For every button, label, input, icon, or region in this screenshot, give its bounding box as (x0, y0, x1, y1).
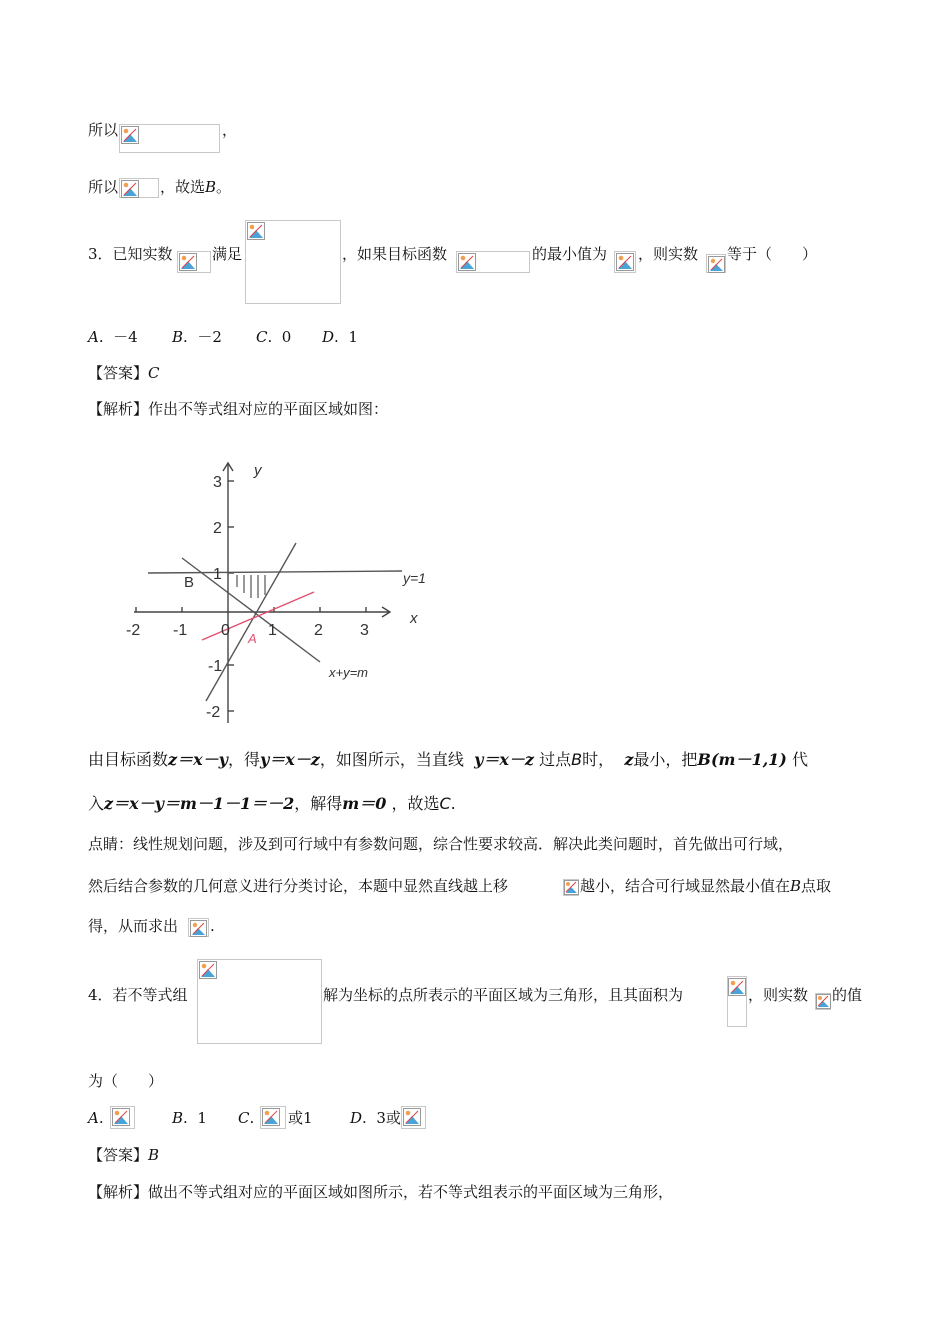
text: 满足 (212, 245, 243, 263)
option-letter: A (88, 328, 99, 346)
solution-line-2 (88, 794, 456, 814)
y-tick: -2 (206, 704, 221, 721)
y-tick: 2 (213, 520, 222, 537)
solution-line-1 (88, 750, 808, 770)
note-line-3-end (210, 916, 215, 936)
option-value: －4 (113, 328, 138, 346)
text: 过点 (539, 750, 572, 769)
option-value: 或1 (288, 1109, 313, 1127)
text: 时， (582, 750, 615, 769)
note-line-2b (580, 876, 831, 896)
option-value: －2 (197, 328, 222, 346)
question-number: 4．若不等式组 (88, 986, 188, 1004)
option-value: 1 (348, 328, 358, 346)
q3-option-a: A. －4 (88, 328, 138, 346)
q3-answer (88, 363, 160, 383)
q3-t1 (212, 244, 242, 264)
broken-image-icon (199, 961, 217, 979)
constraint-image (197, 959, 322, 1044)
text: 由目标函数 (88, 750, 169, 769)
q4-option-c-suffix (288, 1108, 313, 1128)
x-tick: 0 (221, 622, 230, 639)
q4-option-c: C. (238, 1109, 255, 1127)
text: ，如果目标函数 (342, 245, 448, 263)
option-letter: A (88, 1109, 99, 1127)
point-b-label: B (184, 574, 195, 591)
math: z＝x－y (168, 750, 228, 769)
formula-image (727, 976, 747, 1027)
text: ， (222, 121, 238, 139)
q4-answer (88, 1145, 159, 1165)
x-axis-label: x (410, 610, 418, 627)
formula-image (563, 879, 579, 896)
option-value: 1 (197, 1109, 207, 1127)
text: ，则实数 (748, 986, 809, 1004)
answer-value: C (148, 364, 160, 382)
text: 然后结合参数的几何意义进行分类讨论，本题中显然直线越上移 (88, 877, 509, 895)
text: 的值 (832, 986, 863, 1004)
feasible-region-graph (120, 455, 440, 730)
formula-image (177, 251, 211, 273)
choice: B (205, 178, 217, 196)
q4-option-d: D. 3或 (350, 1109, 401, 1127)
q3-t4 (638, 244, 698, 264)
formula-image (815, 993, 831, 1010)
constraint-image (245, 220, 341, 304)
q4-option-b: B. 1 (172, 1109, 207, 1127)
math: B (790, 877, 802, 895)
answer-value: B (148, 1146, 160, 1164)
text: ，则实数 (638, 245, 699, 263)
formula-image (110, 1106, 135, 1129)
y-tick: -1 (208, 658, 223, 675)
text: 最小，把 (633, 750, 698, 769)
q4-option-a: A. (88, 1109, 104, 1127)
math: z (624, 750, 634, 769)
math: B (571, 750, 583, 769)
text: . (210, 917, 215, 935)
q3-stem-start (88, 244, 173, 264)
q4-t4 (88, 1071, 163, 1091)
objective-line (202, 592, 314, 640)
x-tick: -1 (173, 622, 188, 639)
analysis-text: 作出不等式组对应的平面区域如图： (148, 400, 389, 418)
option-value: 3或 (376, 1109, 401, 1127)
option-letter: D (350, 1109, 363, 1127)
y-tick: 1 (213, 566, 222, 583)
broken-image-icon (247, 222, 265, 240)
line-so-2-end (160, 177, 231, 197)
y-axis-label: y (254, 462, 262, 479)
line-xy-label: x+y=m (329, 665, 369, 680)
text: ，故选 (160, 178, 206, 196)
text: 。 (216, 178, 232, 196)
x-tick: 1 (268, 622, 277, 639)
option-letter: D (322, 328, 335, 346)
q4-t1 (323, 985, 683, 1005)
text: 点睛：线性规划问题，涉及到可行域中有参数问题，综合性要求较高．解决此类问题时，首先做出可行域， (88, 835, 794, 853)
note-line-3 (88, 916, 178, 936)
answer-label: 【答案】 (88, 364, 149, 382)
text: ，故选 (391, 794, 440, 813)
broken-image-icon (179, 253, 197, 271)
option-letter: B (172, 328, 184, 346)
note-line-1 (88, 834, 793, 854)
q3-analysis (88, 399, 388, 419)
math: B(m－1,1) (697, 750, 787, 769)
text: 点取 (801, 877, 832, 895)
x-tick: 3 (360, 622, 369, 639)
q4-stem-start (88, 985, 188, 1005)
text: 代 (791, 750, 808, 769)
q4-t3 (832, 985, 862, 1005)
formula-image (706, 254, 726, 273)
answer-label: 【答案】 (88, 1146, 149, 1164)
text: ，解得 (294, 794, 343, 813)
q3-option-c: C. 0 (256, 328, 292, 346)
math: z＝x－y＝m－1－1＝－2 (104, 794, 295, 813)
math: y＝x－z (474, 750, 535, 769)
option-letter: C (256, 328, 268, 346)
text: 解为坐标的点所表示的平面区域为三角形，且其面积为 (323, 986, 684, 1004)
formula-image (614, 251, 636, 273)
q4-t2 (748, 985, 808, 1005)
broken-image-icon (121, 126, 139, 144)
q3-t3 (532, 244, 607, 264)
text: 得，从而求出 (88, 917, 179, 935)
point-a-label: A (248, 631, 257, 646)
question-number: 3．已知实数 (88, 245, 173, 263)
text: 等于（ ） (727, 245, 818, 263)
text: 为（ ） (88, 1072, 164, 1090)
note-line-2a (88, 876, 508, 896)
broken-image-icon (616, 253, 634, 271)
text: 越小，结合可行域显然最小值在 (580, 877, 791, 895)
math: y＝x－z (259, 750, 320, 769)
math: C (439, 794, 451, 813)
text: . (450, 794, 456, 813)
broken-image-icon (262, 1108, 280, 1126)
line-y1-label: y=1 (403, 570, 426, 586)
text: 所以 (88, 121, 119, 139)
formula-image (401, 1106, 426, 1129)
formula-image (119, 178, 159, 198)
broken-image-icon (403, 1108, 421, 1126)
q3-t5 (727, 244, 817, 264)
y-tick: 3 (213, 474, 222, 491)
broken-image-icon (728, 978, 746, 996)
text: 所以 (88, 178, 119, 196)
broken-image-icon (190, 920, 208, 938)
x-tick: -2 (126, 622, 141, 639)
line-y-equals-1 (148, 571, 402, 573)
formula-image (260, 1106, 286, 1129)
broken-image-icon (121, 180, 139, 198)
formula-image (456, 251, 530, 273)
analysis-label: 【解析】 (88, 400, 149, 418)
line-so-1 (88, 120, 118, 140)
option-letter: C (238, 1109, 250, 1127)
text: 的最小值为 (532, 245, 608, 263)
text: 入 (88, 794, 105, 813)
formula-image (119, 124, 220, 153)
q4-analysis (88, 1182, 673, 1202)
text: ，如图所示，当直线 (319, 750, 464, 769)
option-letter: B (172, 1109, 184, 1127)
text: ，得 (227, 750, 260, 769)
line-so-1-end (222, 120, 237, 140)
broken-image-icon (112, 1108, 130, 1126)
option-value: 0 (281, 328, 292, 346)
line-so-2 (88, 177, 118, 197)
q3-t2 (342, 244, 447, 264)
feasible-region-shading (237, 575, 265, 598)
q3-option-b: B. －2 (172, 328, 222, 346)
math: m＝0 (342, 794, 387, 813)
q3-option-d: D. 1 (322, 328, 358, 346)
formula-image (188, 918, 209, 937)
analysis-label: 【解析】 (88, 1183, 149, 1201)
broken-image-icon (458, 253, 476, 271)
analysis-text: 做出不等式组对应的平面区域如图所示，若不等式组表示的平面区域为三角形， (148, 1183, 674, 1201)
line-x-plus-y-equals-m (182, 558, 320, 662)
x-tick: 2 (314, 622, 323, 639)
broken-image-icon (708, 256, 725, 273)
